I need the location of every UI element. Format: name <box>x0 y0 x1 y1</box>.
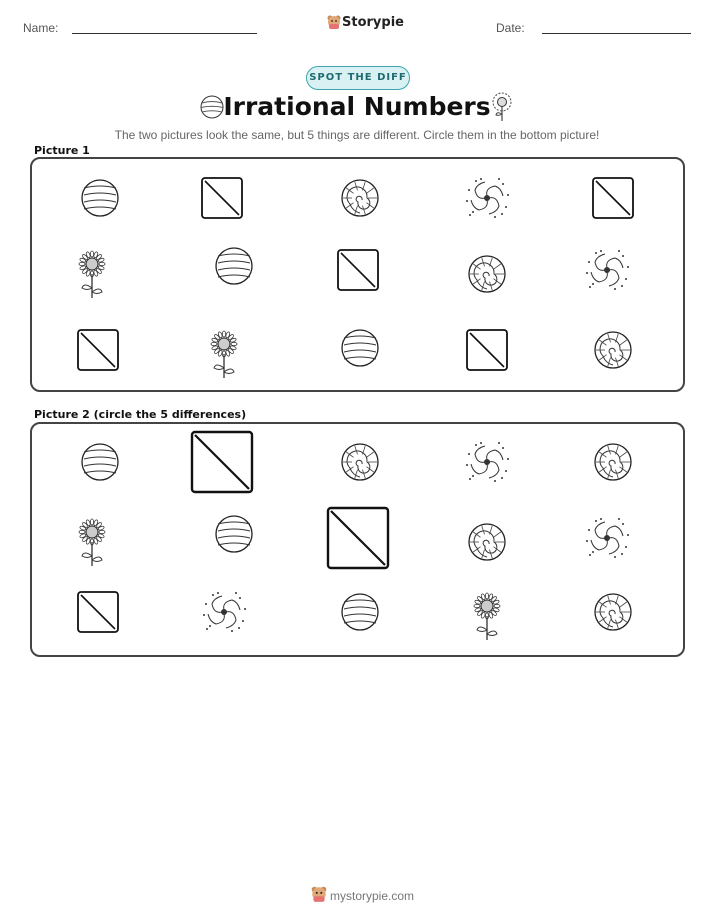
name-label: Name: <box>23 21 59 35</box>
picture-1-shell-icon[interactable] <box>447 234 527 314</box>
footer-site[interactable]: mystorypie.com <box>330 889 415 903</box>
picture-2-label: Picture 2 (circle the 5 differences) <box>34 408 247 421</box>
brand-name: Storypie <box>342 15 404 30</box>
page-title: Irrational Numbers <box>223 92 491 121</box>
picture-2-shell-icon[interactable] <box>573 422 653 502</box>
picture-2-ball-icon[interactable] <box>320 572 400 652</box>
picture-1-sunflower-icon[interactable] <box>52 230 132 310</box>
picture-2-ball-icon[interactable] <box>60 422 140 502</box>
picture-1-square-icon[interactable] <box>447 310 527 390</box>
picture-1-square-icon[interactable] <box>318 230 398 310</box>
picture-2-shell-icon[interactable] <box>573 572 653 652</box>
picture-2-galaxy-icon[interactable] <box>184 572 264 652</box>
picture-2-shell-icon[interactable] <box>447 502 527 582</box>
picture-1-ball-icon[interactable] <box>320 308 400 388</box>
picture-1-ball-icon[interactable] <box>60 158 140 238</box>
picture-1-shell-icon[interactable] <box>573 310 653 390</box>
picture-2-ball-icon[interactable] <box>194 494 274 574</box>
picture-2-sunflower-icon[interactable] <box>447 572 527 652</box>
picture-2-galaxy-icon[interactable] <box>567 498 647 578</box>
picture-2-square-icon[interactable] <box>182 422 262 502</box>
picture-2-square-icon[interactable] <box>318 498 398 578</box>
spot-the-diff-badge: SPOT THE DIFF <box>306 66 410 90</box>
date-label: Date: <box>496 21 525 35</box>
picture-2-square-icon[interactable] <box>58 572 138 652</box>
footer-logo-icon <box>310 885 328 903</box>
date-line[interactable] <box>542 33 691 34</box>
picture-2-galaxy-icon[interactable] <box>447 422 527 502</box>
picture-2-shell-icon[interactable] <box>320 422 400 502</box>
instructions-text: The two pictures look the same, but 5 things are different. Circle them in the bottom picture! <box>114 128 600 142</box>
picture-1-square-icon[interactable] <box>573 158 653 238</box>
name-line[interactable] <box>72 33 257 34</box>
picture-1-sunflower-icon[interactable] <box>184 310 264 390</box>
picture-1-shell-icon[interactable] <box>320 158 400 238</box>
picture-1-label: Picture 1 <box>34 144 90 157</box>
picture-1-galaxy-icon[interactable] <box>567 230 647 310</box>
picture-1-ball-icon[interactable] <box>194 226 274 306</box>
picture-2-sunflower-icon[interactable] <box>52 498 132 578</box>
title-sunflower-icon <box>490 92 514 122</box>
picture-1-galaxy-icon[interactable] <box>447 158 527 238</box>
picture-1-square-icon[interactable] <box>58 310 138 390</box>
brand-logo-icon <box>326 14 342 30</box>
